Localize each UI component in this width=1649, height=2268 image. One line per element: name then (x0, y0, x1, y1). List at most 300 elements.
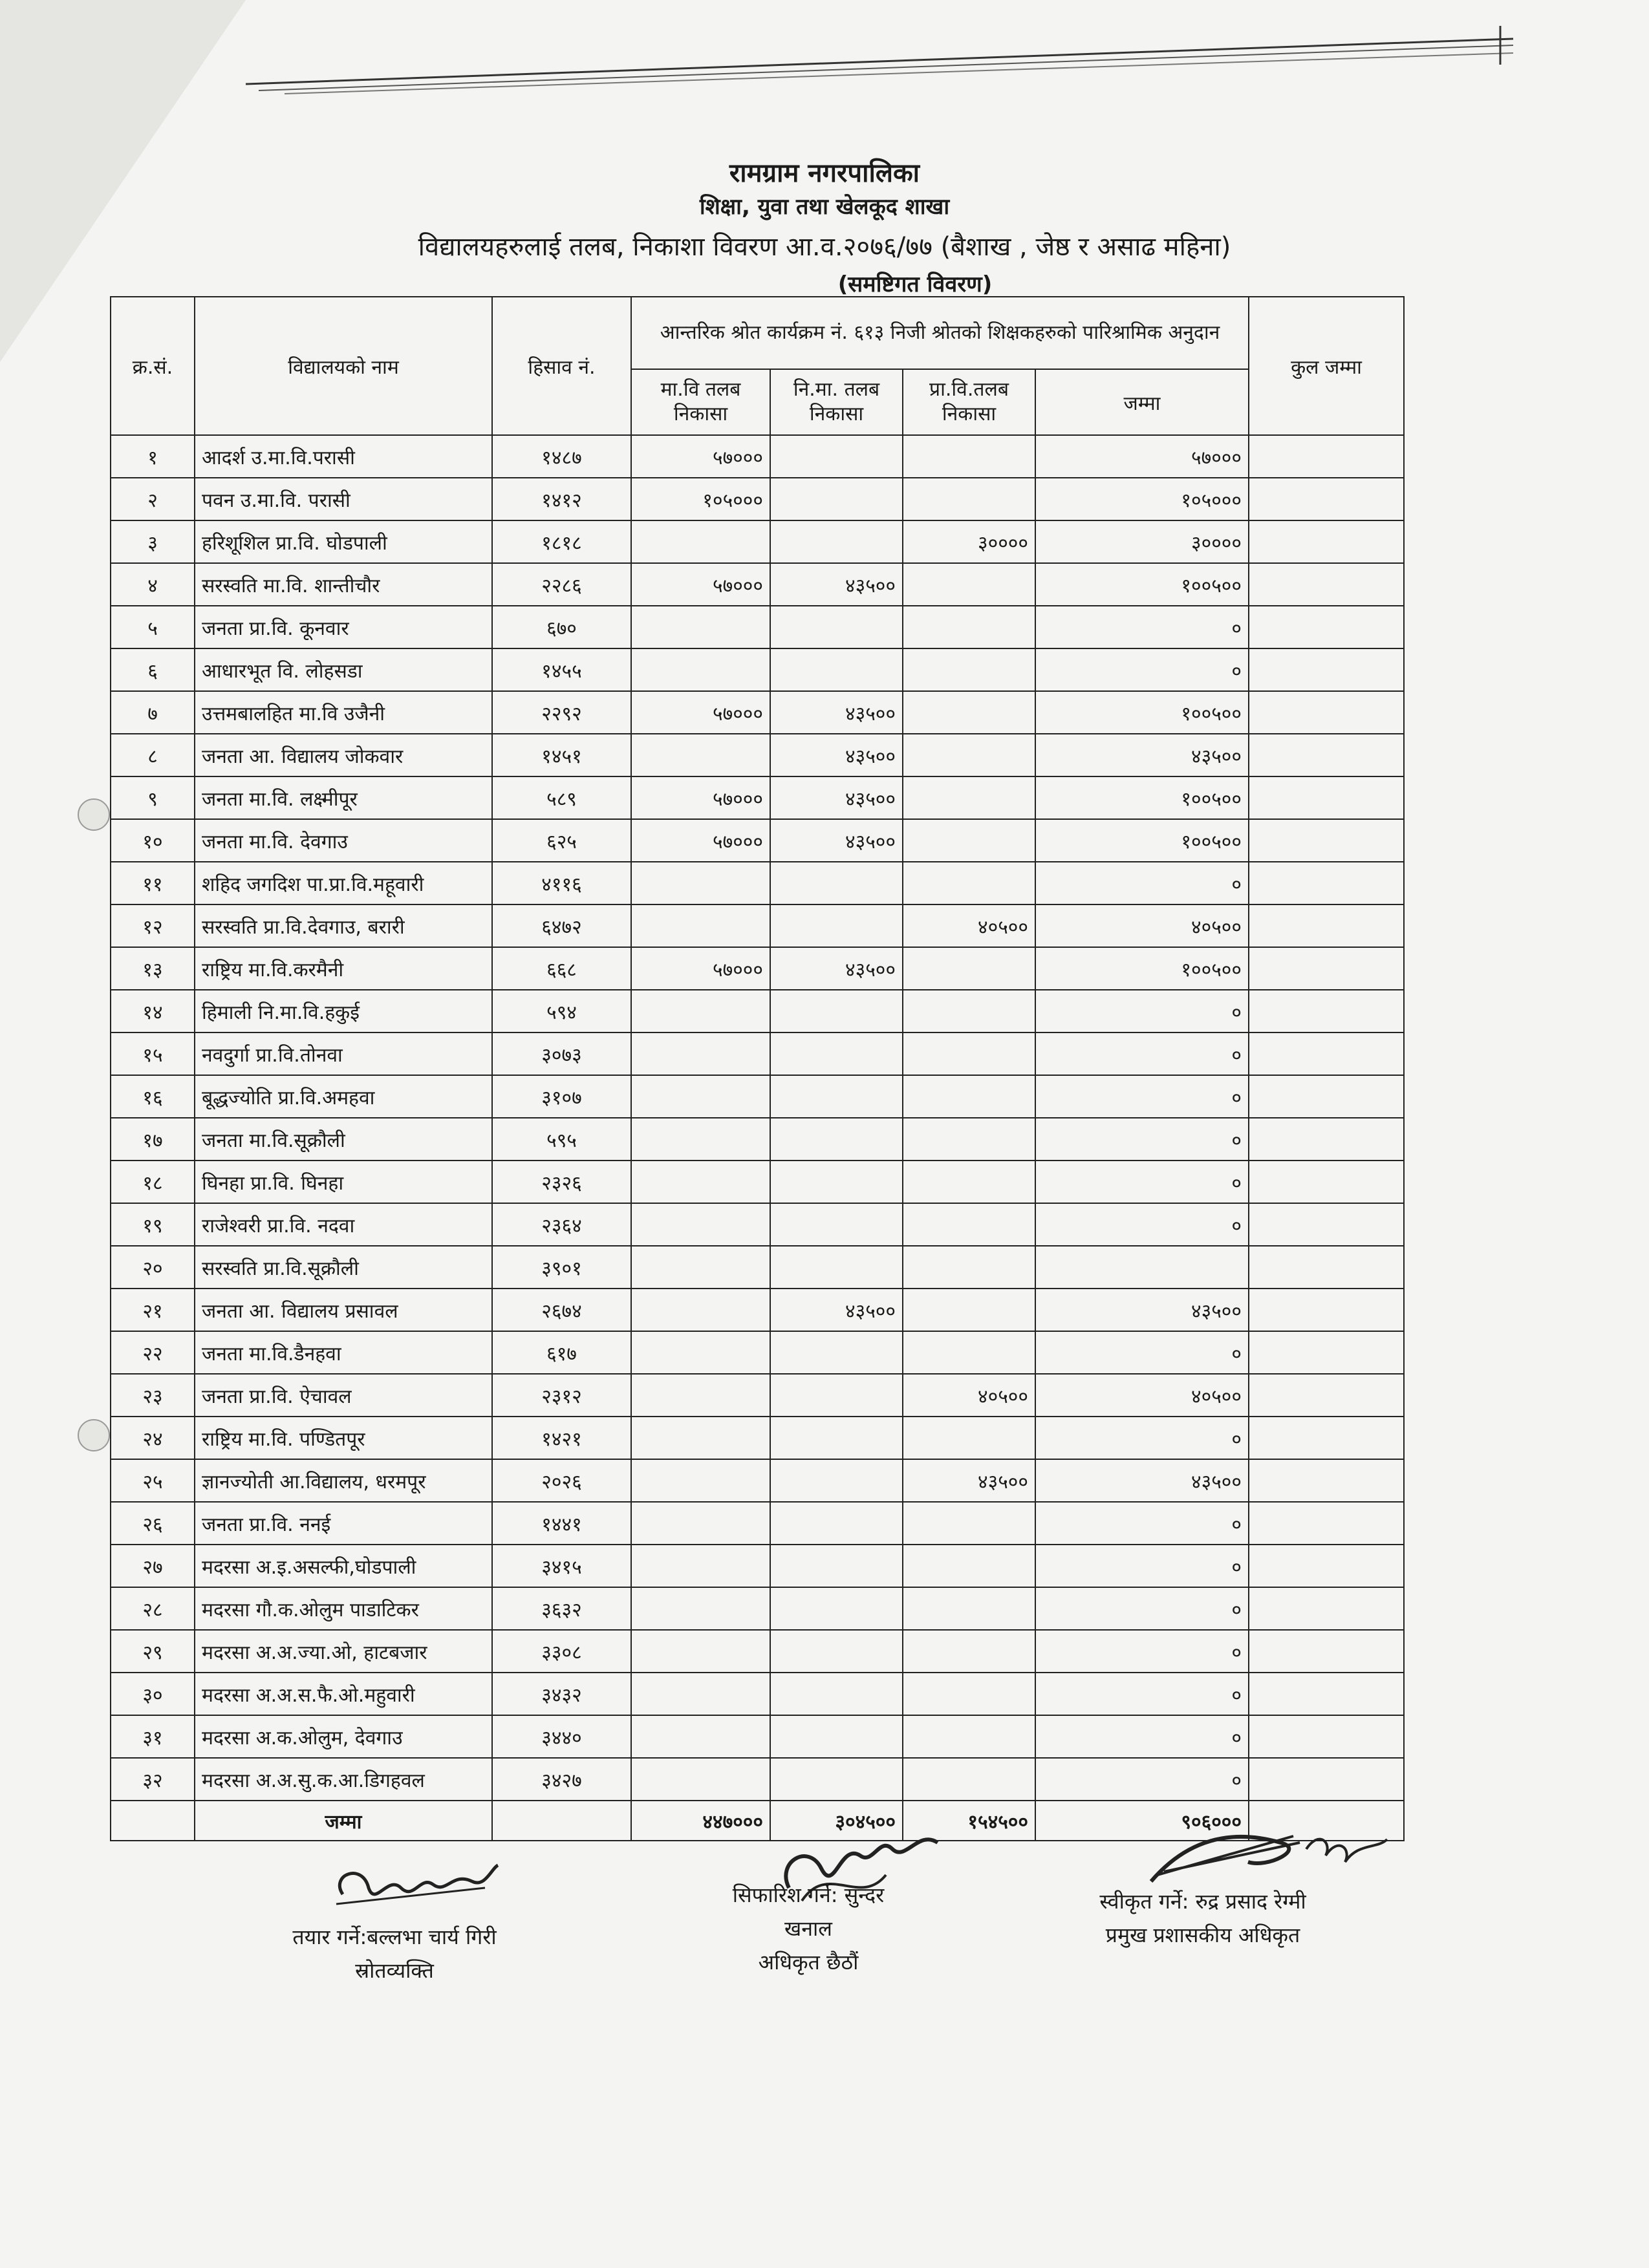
row-school-name: उत्तमबालहित मा.वि उजैनी (195, 691, 492, 734)
row-nimavi: ४३५०० (770, 947, 903, 990)
row-pravi (903, 1075, 1035, 1118)
row-account-no: ३४२७ (492, 1758, 631, 1801)
row-school-name: मदरसा अ.अ.ज्या.ओ, हाटबजार (195, 1630, 492, 1673)
prepared-by-role: स्रोतव्यक्ति (355, 1958, 434, 1983)
row-school-name: मदरसा अ.अ.स.फै.ओ.महुवारी (195, 1673, 492, 1715)
row-grand-total (1249, 691, 1404, 734)
row-nimavi: ४३५०० (770, 563, 903, 606)
row-sn: १५ (111, 1032, 195, 1075)
row-nimavi (770, 1587, 903, 1630)
row-account-no: १४५१ (492, 734, 631, 776)
row-sn: १८ (111, 1161, 195, 1203)
row-nimavi: ४३५०० (770, 1289, 903, 1331)
row-sum: ५७००० (1035, 435, 1249, 478)
row-sn: ३२ (111, 1758, 195, 1801)
row-sum: ० (1035, 1758, 1249, 1801)
header-sn: क्र.सं. (111, 297, 195, 435)
total-sum: ९०६००० (1035, 1801, 1249, 1841)
row-sn: २६ (111, 1502, 195, 1545)
header-mavi: मा.वि तलब निकासा (631, 369, 770, 435)
row-account-no: २३२६ (492, 1161, 631, 1203)
row-sum: ० (1035, 1630, 1249, 1673)
table-body (111, 435, 1404, 1801)
row-sum: ० (1035, 606, 1249, 648)
row-nimavi (770, 1630, 903, 1673)
row-nimavi (770, 862, 903, 904)
table-row (111, 435, 1404, 478)
row-school-name: सरस्वति मा.वि. शान्तीचौर (195, 563, 492, 606)
row-school-name: ज्ञानज्योती आ.विद्यालय, धरमपूर (195, 1459, 492, 1502)
row-sum: ० (1035, 1502, 1249, 1545)
table-row (111, 1161, 1404, 1203)
row-mavi (631, 1459, 770, 1502)
row-school-name: घिनहा प्रा.वि. घिनहा (195, 1161, 492, 1203)
row-grand-total (1249, 1246, 1404, 1289)
row-sum: ० (1035, 1331, 1249, 1374)
row-mavi (631, 606, 770, 648)
row-account-no: १८१८ (492, 520, 631, 563)
row-mavi: ५७००० (631, 691, 770, 734)
row-sn: ८ (111, 734, 195, 776)
row-school-name: हरिशूशिल प्रा.वि. घोडपाली (195, 520, 492, 563)
row-sum: ० (1035, 1587, 1249, 1630)
table-row (111, 862, 1404, 904)
row-pravi (903, 734, 1035, 776)
table-row (111, 1630, 1404, 1673)
table-row (111, 734, 1404, 776)
row-account-no: ३१०७ (492, 1075, 631, 1118)
row-sum: ० (1035, 862, 1249, 904)
row-sn: २४ (111, 1417, 195, 1459)
row-mavi: ५७००० (631, 819, 770, 862)
row-mavi (631, 990, 770, 1032)
table-row (111, 1459, 1404, 1502)
header-grand-total: कुल जम्मा (1249, 297, 1404, 435)
row-account-no: ३४४० (492, 1715, 631, 1758)
row-school-name: जनता मा.वि.सूक्रौली (195, 1118, 492, 1161)
row-nimavi (770, 1331, 903, 1374)
row-grand-total (1249, 1715, 1404, 1758)
row-pravi: ४०५०० (903, 904, 1035, 947)
row-school-name: आधारभूत वि. लोहसडा (195, 648, 492, 691)
row-sn: २५ (111, 1459, 195, 1502)
row-mavi: ५७००० (631, 776, 770, 819)
row-pravi (903, 1502, 1035, 1545)
row-sum: ० (1035, 1203, 1249, 1246)
row-account-no: २०२६ (492, 1459, 631, 1502)
row-nimavi (770, 1417, 903, 1459)
table-row (111, 904, 1404, 947)
row-account-no: १४१२ (492, 478, 631, 520)
row-pravi (903, 1587, 1035, 1630)
table-row (111, 1758, 1404, 1801)
row-nimavi (770, 1246, 903, 1289)
row-pravi (903, 435, 1035, 478)
row-sn: १४ (111, 990, 195, 1032)
row-sum: ० (1035, 1715, 1249, 1758)
table-row (111, 606, 1404, 648)
row-school-name: जनता मा.वि. लक्ष्मीपूर (195, 776, 492, 819)
row-mavi (631, 862, 770, 904)
table-row (111, 1715, 1404, 1758)
table-row (111, 1417, 1404, 1459)
row-pravi (903, 563, 1035, 606)
row-nimavi: ४३५०० (770, 691, 903, 734)
department-subtitle: शिक्षा, युवा तथा खेलकूद शाखा (699, 194, 950, 220)
row-account-no: १४४१ (492, 1502, 631, 1545)
row-pravi (903, 1715, 1035, 1758)
row-grand-total (1249, 435, 1404, 478)
punch-hole-top (78, 798, 110, 831)
row-mavi (631, 1161, 770, 1203)
header-account: हिसाव नं. (492, 297, 631, 435)
row-school-name: मदरसा गौ.क.ओलुम पाडाटिकर (195, 1587, 492, 1630)
row-school-name: बूद्धज्योति प्रा.वि.अमहवा (195, 1075, 492, 1118)
row-account-no: २६७४ (492, 1289, 631, 1331)
row-account-no: ५९४ (492, 990, 631, 1032)
row-school-name: जनता मा.वि. देवगाउ (195, 819, 492, 862)
table-row (111, 990, 1404, 1032)
total-pravi: १५४५०० (903, 1801, 1035, 1841)
row-school-name: मदरसा अ.इ.असल्फी,घोडपाली (195, 1545, 492, 1587)
row-mavi (631, 1417, 770, 1459)
row-sum: ३०००० (1035, 520, 1249, 563)
row-school-name: शहिद जगदिश पा.प्रा.वि.महूवारी (195, 862, 492, 904)
prepared-by-name: तयार गर्ने:बल्लभा चार्य गिरी (292, 1925, 497, 1949)
row-sum: ० (1035, 1118, 1249, 1161)
row-mavi (631, 1673, 770, 1715)
salary-table (110, 296, 1405, 1841)
row-grand-total (1249, 520, 1404, 563)
row-account-no: ६७० (492, 606, 631, 648)
row-pravi (903, 776, 1035, 819)
prepared-signature-icon (323, 1849, 504, 1920)
row-sn: २८ (111, 1587, 195, 1630)
row-account-no: २३६४ (492, 1203, 631, 1246)
row-pravi: ४३५०० (903, 1459, 1035, 1502)
row-sum: ४३५०० (1035, 1289, 1249, 1331)
report-description: विद्यालयहरुलाई तलब, निकाशा विवरण आ.व.२०७६/७७ (बैशाख , जेष्ठ र असाढ महिना) (418, 232, 1231, 262)
row-sn: १९ (111, 1203, 195, 1246)
prepared-by-block (213, 1920, 576, 1987)
row-nimavi (770, 1459, 903, 1502)
row-grand-total (1249, 1417, 1404, 1459)
row-sn: १३ (111, 947, 195, 990)
header-nimavi: नि.मा. तलब निकासा (770, 369, 903, 435)
row-grand-total (1249, 990, 1404, 1032)
row-mavi (631, 904, 770, 947)
row-school-name: राष्ट्रिय मा.वि. पण्डितपूर (195, 1417, 492, 1459)
row-sum: ० (1035, 1673, 1249, 1715)
table-row (111, 691, 1404, 734)
row-school-name: पवन उ.मा.वि. परासी (195, 478, 492, 520)
row-pravi (903, 1630, 1035, 1673)
row-pravi (903, 1673, 1035, 1715)
row-mavi (631, 648, 770, 691)
row-mavi: ५७००० (631, 563, 770, 606)
row-sum: ० (1035, 1545, 1249, 1587)
row-nimavi (770, 1673, 903, 1715)
row-nimavi (770, 1374, 903, 1417)
row-account-no: २२९२ (492, 691, 631, 734)
row-mavi (631, 1545, 770, 1587)
row-sum: ४०५०० (1035, 904, 1249, 947)
table-row (111, 819, 1404, 862)
row-sn: १७ (111, 1118, 195, 1161)
row-school-name: मदरसा अ.अ.सु.क.आ.डिगहवल (195, 1758, 492, 1801)
total-nimavi: ३०४५०० (770, 1801, 903, 1841)
row-sum: ० (1035, 1075, 1249, 1118)
row-grand-total (1249, 1673, 1404, 1715)
row-sum: १००५०० (1035, 691, 1249, 734)
row-mavi (631, 734, 770, 776)
row-nimavi (770, 1758, 903, 1801)
row-nimavi (770, 520, 903, 563)
row-grand-total (1249, 563, 1404, 606)
row-school-name: सरस्वति प्रा.वि.देवगाउ, बरारी (195, 904, 492, 947)
approved-by-role: प्रमुख प्रशासकीय अधिकृत (1105, 1923, 1300, 1947)
table-row (111, 1587, 1404, 1630)
row-pravi (903, 1203, 1035, 1246)
row-pravi (903, 478, 1035, 520)
row-account-no: ६१७ (492, 1331, 631, 1374)
row-grand-total (1249, 904, 1404, 947)
row-pravi (903, 1758, 1035, 1801)
recommended-by-name: सिफारिश गर्ने: सुन्दर (732, 1883, 885, 1907)
row-sn: १० (111, 819, 195, 862)
row-sn: ३० (111, 1673, 195, 1715)
row-nimavi (770, 478, 903, 520)
row-nimavi (770, 1118, 903, 1161)
row-grand-total (1249, 1502, 1404, 1545)
row-sn: २ (111, 478, 195, 520)
row-grand-total (1249, 1459, 1404, 1502)
row-account-no: ६२५ (492, 819, 631, 862)
row-account-no: २२८६ (492, 563, 631, 606)
table-row (111, 648, 1404, 691)
row-school-name: नवदुर्गा प्रा.वि.तोनवा (195, 1032, 492, 1075)
row-sum: ० (1035, 1161, 1249, 1203)
row-grand-total (1249, 1032, 1404, 1075)
row-pravi (903, 1161, 1035, 1203)
row-account-no: ५९५ (492, 1118, 631, 1161)
header-school: विद्यालयको नाम (195, 297, 492, 435)
row-nimavi (770, 648, 903, 691)
scan-top-lines (246, 26, 1526, 97)
table-row (111, 1075, 1404, 1118)
row-grand-total (1249, 478, 1404, 520)
table-row (111, 1673, 1404, 1715)
row-school-name: जनता आ. विद्यालय जोकवार (195, 734, 492, 776)
row-account-no: ३९०१ (492, 1246, 631, 1289)
row-grand-total (1249, 648, 1404, 691)
row-mavi (631, 1587, 770, 1630)
row-grand-total (1249, 606, 1404, 648)
row-nimavi: ४३५०० (770, 819, 903, 862)
row-nimavi (770, 1075, 903, 1118)
row-sn: ७ (111, 691, 195, 734)
row-sn: ९ (111, 776, 195, 819)
row-mavi: ५७००० (631, 947, 770, 990)
row-account-no: १४५५ (492, 648, 631, 691)
row-account-no: ३६३२ (492, 1587, 631, 1630)
table-row (111, 1545, 1404, 1587)
header-pravi: प्रा.वि.तलब निकासा (903, 369, 1035, 435)
table-row (111, 1246, 1404, 1289)
row-pravi (903, 862, 1035, 904)
row-account-no: ४११६ (492, 862, 631, 904)
row-sn: २३ (111, 1374, 195, 1417)
row-sum: १००५०० (1035, 776, 1249, 819)
row-sum: १०५००० (1035, 478, 1249, 520)
row-school-name: जनता प्रा.वि. ऐचावल (195, 1374, 492, 1417)
row-sn: ११ (111, 862, 195, 904)
row-account-no: ६४७२ (492, 904, 631, 947)
row-sn: ३१ (111, 1715, 195, 1758)
row-nimavi (770, 1502, 903, 1545)
recommended-by-name-2: खनाल (784, 1916, 832, 1941)
row-grand-total (1249, 1545, 1404, 1587)
row-school-name: सरस्वति प्रा.वि.सूक्रौली (195, 1246, 492, 1289)
row-pravi (903, 1289, 1035, 1331)
row-school-name: राजेश्वरी प्रा.वि. नदवा (195, 1203, 492, 1246)
row-sn: २१ (111, 1289, 195, 1331)
row-nimavi (770, 606, 903, 648)
table-row (111, 1203, 1404, 1246)
punch-hole-bottom (78, 1419, 110, 1451)
row-pravi (903, 1417, 1035, 1459)
row-grand-total (1249, 1587, 1404, 1630)
row-mavi (631, 1331, 770, 1374)
row-pravi (903, 606, 1035, 648)
total-label: जम्मा (195, 1801, 492, 1841)
row-mavi (631, 1289, 770, 1331)
row-sum: ० (1035, 990, 1249, 1032)
row-nimavi (770, 990, 903, 1032)
row-mavi (631, 1118, 770, 1161)
row-grand-total (1249, 862, 1404, 904)
row-grand-total (1249, 1630, 1404, 1673)
row-sn: १ (111, 435, 195, 478)
row-school-name: हिमाली नि.मा.वि.हकुई (195, 990, 492, 1032)
row-sn: १२ (111, 904, 195, 947)
row-mavi: १०५००० (631, 478, 770, 520)
row-grand-total (1249, 1374, 1404, 1417)
row-sum: १००५०० (1035, 819, 1249, 862)
row-sum: १००५०० (1035, 563, 1249, 606)
row-mavi (631, 520, 770, 563)
row-sn: ५ (111, 606, 195, 648)
row-mavi (631, 1075, 770, 1118)
row-grand-total (1249, 1118, 1404, 1161)
row-account-no: ५८९ (492, 776, 631, 819)
approved-by-block (1035, 1885, 1371, 1952)
table-row (111, 1502, 1404, 1545)
row-grand-total (1249, 1161, 1404, 1203)
row-pravi (903, 990, 1035, 1032)
row-pravi (903, 1032, 1035, 1075)
row-sum: ४०५०० (1035, 1374, 1249, 1417)
total-mavi: ४४७००० (631, 1801, 770, 1841)
row-pravi (903, 648, 1035, 691)
row-sum: १००५०० (1035, 947, 1249, 990)
row-grand-total (1249, 1758, 1404, 1801)
table-row (111, 776, 1404, 819)
row-grand-total (1249, 1203, 1404, 1246)
row-sum: ४३५०० (1035, 734, 1249, 776)
row-pravi (903, 1246, 1035, 1289)
row-nimavi (770, 435, 903, 478)
row-pravi (903, 691, 1035, 734)
row-sn: ६ (111, 648, 195, 691)
table-row (111, 563, 1404, 606)
page-title: रामग्राम नगरपालिका (729, 158, 920, 188)
row-account-no: १४२१ (492, 1417, 631, 1459)
row-pravi: ४०५०० (903, 1374, 1035, 1417)
aggregate-label: (समष्टिगत विवरण) (837, 272, 993, 297)
row-mavi (631, 1630, 770, 1673)
row-pravi (903, 1331, 1035, 1374)
row-grand-total (1249, 1289, 1404, 1331)
header-program: आन्तरिक श्रोत कार्यक्रम नं. ६१३ निजी श्रोतको शिक्षकहरुको पारिश्रामिक अनुदान (631, 297, 1249, 369)
row-nimavi (770, 1203, 903, 1246)
row-pravi: ३०००० (903, 520, 1035, 563)
row-mavi (631, 1758, 770, 1801)
row-school-name: मदरसा अ.क.ओलुम, देवगाउ (195, 1715, 492, 1758)
row-account-no: ३४३२ (492, 1673, 631, 1715)
recommended-by-role: अधिकृत छैठौं (758, 1950, 859, 1974)
row-mavi: ५७००० (631, 435, 770, 478)
recommended-by-block (666, 1878, 951, 1979)
row-school-name: जनता मा.वि.डैनहवा (195, 1331, 492, 1374)
row-pravi (903, 1118, 1035, 1161)
row-mavi (631, 1032, 770, 1075)
table-row (111, 1032, 1404, 1075)
approved-by-name: स्वीकृत गर्ने: रुद्र प्रसाद रेग्मी (1099, 1889, 1306, 1914)
row-grand-total (1249, 776, 1404, 819)
row-sn: २० (111, 1246, 195, 1289)
row-school-name: जनता आ. विद्यालय प्रसावल (195, 1289, 492, 1331)
row-sn: २७ (111, 1545, 195, 1587)
row-account-no: ३३०८ (492, 1630, 631, 1673)
row-grand-total (1249, 947, 1404, 990)
row-mavi (631, 1502, 770, 1545)
row-nimavi (770, 1715, 903, 1758)
row-school-name: जनता प्रा.वि. कूनवार (195, 606, 492, 648)
row-sum (1035, 1246, 1249, 1289)
row-account-no: ६६८ (492, 947, 631, 990)
row-sn: १६ (111, 1075, 195, 1118)
row-sn: २९ (111, 1630, 195, 1673)
row-grand-total (1249, 819, 1404, 862)
row-nimavi (770, 904, 903, 947)
row-account-no: २३१२ (492, 1374, 631, 1417)
row-sum: ० (1035, 648, 1249, 691)
row-school-name: जनता प्रा.वि. ननई (195, 1502, 492, 1545)
row-school-name: आदर्श उ.मा.वि.परासी (195, 435, 492, 478)
row-account-no: ३०७३ (492, 1032, 631, 1075)
table-row (111, 478, 1404, 520)
row-pravi (903, 819, 1035, 862)
row-school-name: राष्ट्रिय मा.वि.करमैनी (195, 947, 492, 990)
row-sn: २२ (111, 1331, 195, 1374)
row-account-no: ३४१५ (492, 1545, 631, 1587)
row-nimavi: ४३५०० (770, 776, 903, 819)
row-sum: ४३५०० (1035, 1459, 1249, 1502)
row-grand-total (1249, 734, 1404, 776)
row-sn: ४ (111, 563, 195, 606)
table-row (111, 947, 1404, 990)
